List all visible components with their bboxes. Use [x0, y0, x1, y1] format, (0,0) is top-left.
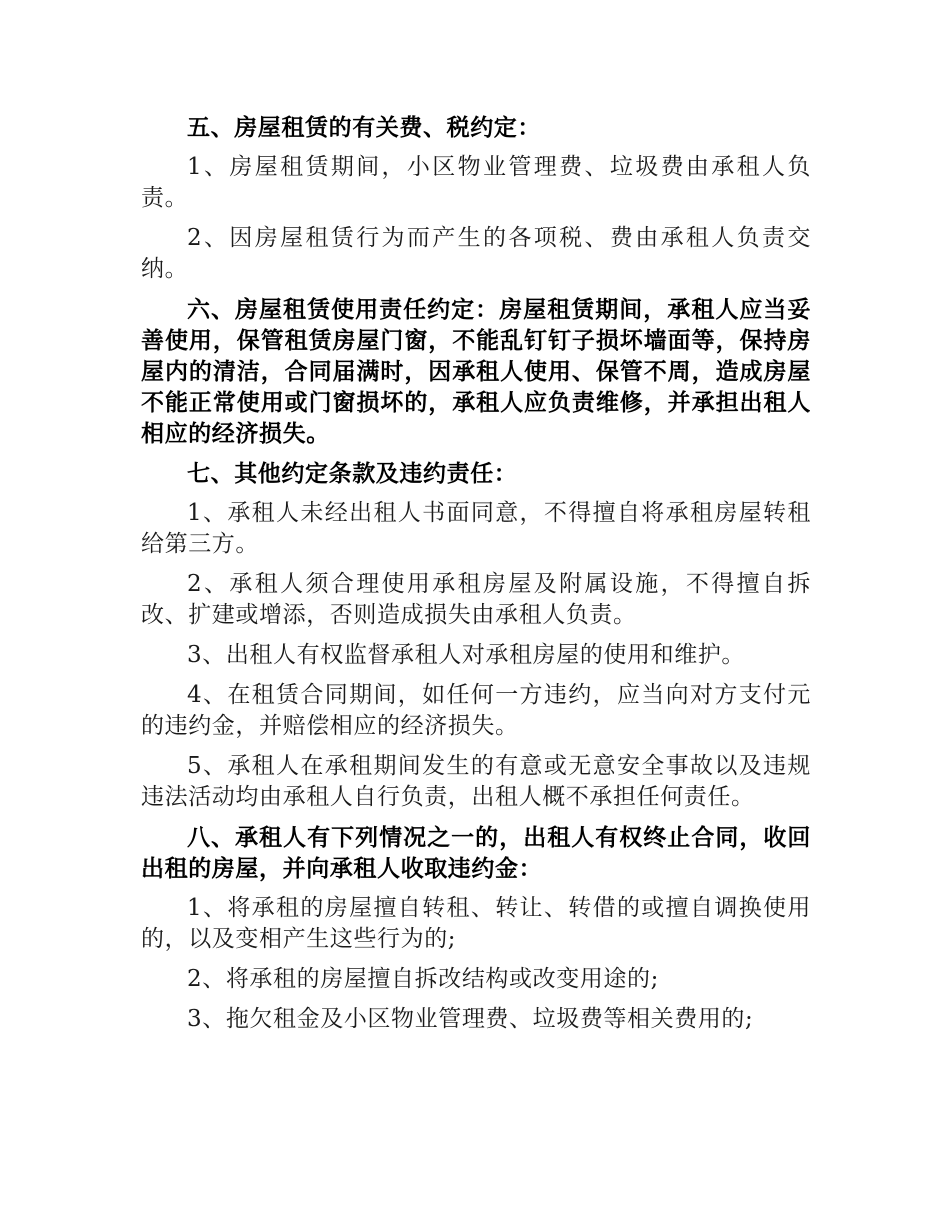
section-usage-responsibility: 六、房屋租赁使用责任约定：房屋租赁期间，承租人应当妥善使用，保管租赁房屋门窗，不能乱钉钉子损坏墙面等，保持房屋内的清洁，合同届满时，因承租人使用、保管不周，造成房屋不能正常使用或门窗损坏的，承租人应负责维修，并承担出租人相应的经济损失。	[141, 296, 811, 447]
clause-7-3: 3、出租人有权监督承租人对承租房屋的使用和维护。	[187, 642, 746, 668]
clause-5-1: 1、房屋租赁期间，小区物业管理费、垃圾费由承租人负责。	[141, 154, 811, 211]
clause-7-5: 5、承租人在承租期间发生的有意或无意安全事故以及违规违法活动均由承租人自行负责，出租人概不承担任何责任。	[141, 753, 811, 810]
clause-8-2: 2、将承租的房屋擅自拆改结构或改变用途的;	[187, 966, 659, 992]
clause-8-3: 3、拖欠租金及小区物业管理费、垃圾费等相关费用的;	[187, 1006, 754, 1032]
clause-7-4: 4、在租赁合同期间，如任何一方违约，应当向对方支付元的违约金，并赔偿相应的经济损失。	[141, 682, 811, 739]
clause-7-2: 2、承租人须合理使用承租房屋及附属设施，不得擅自拆改、扩建或增添，否则造成损失由承租人负责。	[141, 571, 811, 628]
clause-7-1: 1、承租人未经出租人书面同意，不得擅自将承租房屋转租给第三方。	[141, 500, 811, 557]
clause-5-2: 2、因房屋租赁行为而产生的各项税、费由承租人负责交纳。	[141, 225, 811, 282]
section-heading-other-terms: 七、其他约定条款及违约责任：	[187, 460, 518, 487]
section-heading-termination: 八、承租人有下列情况之一的，出租人有权终止合同，收回出租的房屋，并向承租人收取违约金：	[141, 824, 811, 882]
document-body	[141, 112, 811, 1044]
section-heading-fees-taxes: 五、房屋租赁的有关费、税约定：	[187, 114, 541, 141]
clause-8-1: 1、将承租的房屋擅自转租、转让、转借的或擅自调换使用的，以及变相产生这些行为的;	[141, 895, 811, 952]
